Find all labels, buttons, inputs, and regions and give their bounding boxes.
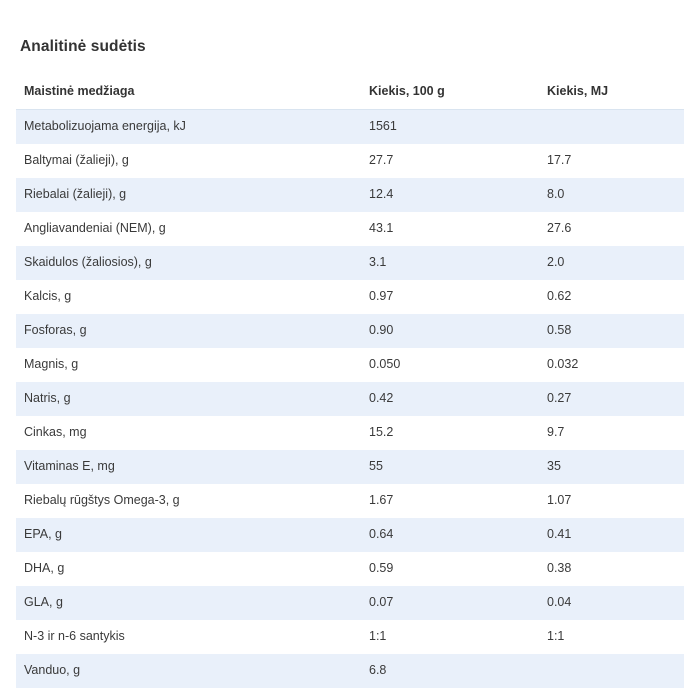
cell-nutrient: N-3 ir n-6 santykis xyxy=(16,620,361,654)
cell-nutrient: Natris, g xyxy=(16,382,361,416)
cell-amount-mj xyxy=(539,654,684,688)
table-row xyxy=(16,314,684,348)
cell-nutrient: Metabolizuojama energija, kJ xyxy=(16,110,361,145)
cell-amount-mj: 1:1 xyxy=(539,620,684,654)
cell-amount-100g: 1.67 xyxy=(361,484,539,518)
table-row xyxy=(16,110,684,145)
cell-nutrient: Riebalų rūgštys Omega-3, g xyxy=(16,484,361,518)
cell-amount-mj: 8.0 xyxy=(539,178,684,212)
table-row xyxy=(16,450,684,484)
table-header-row xyxy=(16,74,684,110)
table-row xyxy=(16,246,684,280)
cell-nutrient: EPA, g xyxy=(16,518,361,552)
table-row xyxy=(16,382,684,416)
table-row xyxy=(16,552,684,586)
cell-amount-mj: 17.7 xyxy=(539,144,684,178)
cell-nutrient: Vanduo, g xyxy=(16,654,361,688)
table-row xyxy=(16,586,684,620)
cell-amount-mj: 0.41 xyxy=(539,518,684,552)
cell-nutrient: GLA, g xyxy=(16,586,361,620)
cell-nutrient: Baltymai (žalieji), g xyxy=(16,144,361,178)
cell-nutrient: Fosforas, g xyxy=(16,314,361,348)
cell-amount-100g: 27.7 xyxy=(361,144,539,178)
cell-amount-mj: 27.6 xyxy=(539,212,684,246)
cell-amount-mj: 9.7 xyxy=(539,416,684,450)
analytical-composition-table xyxy=(16,74,684,688)
table-row xyxy=(16,654,684,688)
table-row xyxy=(16,178,684,212)
cell-amount-mj: 35 xyxy=(539,450,684,484)
table-row xyxy=(16,212,684,246)
cell-amount-mj: 2.0 xyxy=(539,246,684,280)
cell-nutrient: Vitaminas E, mg xyxy=(16,450,361,484)
cell-nutrient: DHA, g xyxy=(16,552,361,586)
cell-amount-100g: 0.59 xyxy=(361,552,539,586)
cell-amount-100g: 3.1 xyxy=(361,246,539,280)
cell-amount-mj: 0.58 xyxy=(539,314,684,348)
cell-amount-mj: 0.04 xyxy=(539,586,684,620)
column-header-amount-mj: Kiekis, MJ xyxy=(539,74,684,110)
table-body xyxy=(16,110,684,689)
cell-amount-100g: 0.90 xyxy=(361,314,539,348)
cell-nutrient: Cinkas, mg xyxy=(16,416,361,450)
cell-amount-100g: 6.8 xyxy=(361,654,539,688)
table-row xyxy=(16,416,684,450)
cell-nutrient: Riebalai (žalieji), g xyxy=(16,178,361,212)
cell-amount-mj: 0.38 xyxy=(539,552,684,586)
table-row xyxy=(16,348,684,382)
page-title: Analitinė sudėtis xyxy=(20,38,146,55)
cell-amount-100g: 15.2 xyxy=(361,416,539,450)
table-row xyxy=(16,280,684,314)
cell-amount-100g: 55 xyxy=(361,450,539,484)
cell-amount-100g: 0.07 xyxy=(361,586,539,620)
cell-amount-mj: 0.62 xyxy=(539,280,684,314)
cell-amount-100g: 12.4 xyxy=(361,178,539,212)
cell-amount-mj xyxy=(539,110,684,145)
cell-nutrient: Magnis, g xyxy=(16,348,361,382)
cell-amount-mj: 0.032 xyxy=(539,348,684,382)
cell-amount-mj: 1.07 xyxy=(539,484,684,518)
table-row xyxy=(16,144,684,178)
cell-amount-100g: 0.050 xyxy=(361,348,539,382)
cell-amount-100g: 0.97 xyxy=(361,280,539,314)
column-header-nutrient: Maistinė medžiaga xyxy=(16,74,361,110)
cell-amount-100g: 1561 xyxy=(361,110,539,145)
cell-nutrient: Kalcis, g xyxy=(16,280,361,314)
cell-nutrient: Skaidulos (žaliosios), g xyxy=(16,246,361,280)
table-row xyxy=(16,484,684,518)
table-row xyxy=(16,518,684,552)
column-header-amount-100g: Kiekis, 100 g xyxy=(361,74,539,110)
cell-amount-mj: 0.27 xyxy=(539,382,684,416)
cell-amount-100g: 0.42 xyxy=(361,382,539,416)
cell-amount-100g: 43.1 xyxy=(361,212,539,246)
cell-amount-100g: 1:1 xyxy=(361,620,539,654)
cell-nutrient: Angliavandeniai (NEM), g xyxy=(16,212,361,246)
table-row xyxy=(16,620,684,654)
cell-amount-100g: 0.64 xyxy=(361,518,539,552)
